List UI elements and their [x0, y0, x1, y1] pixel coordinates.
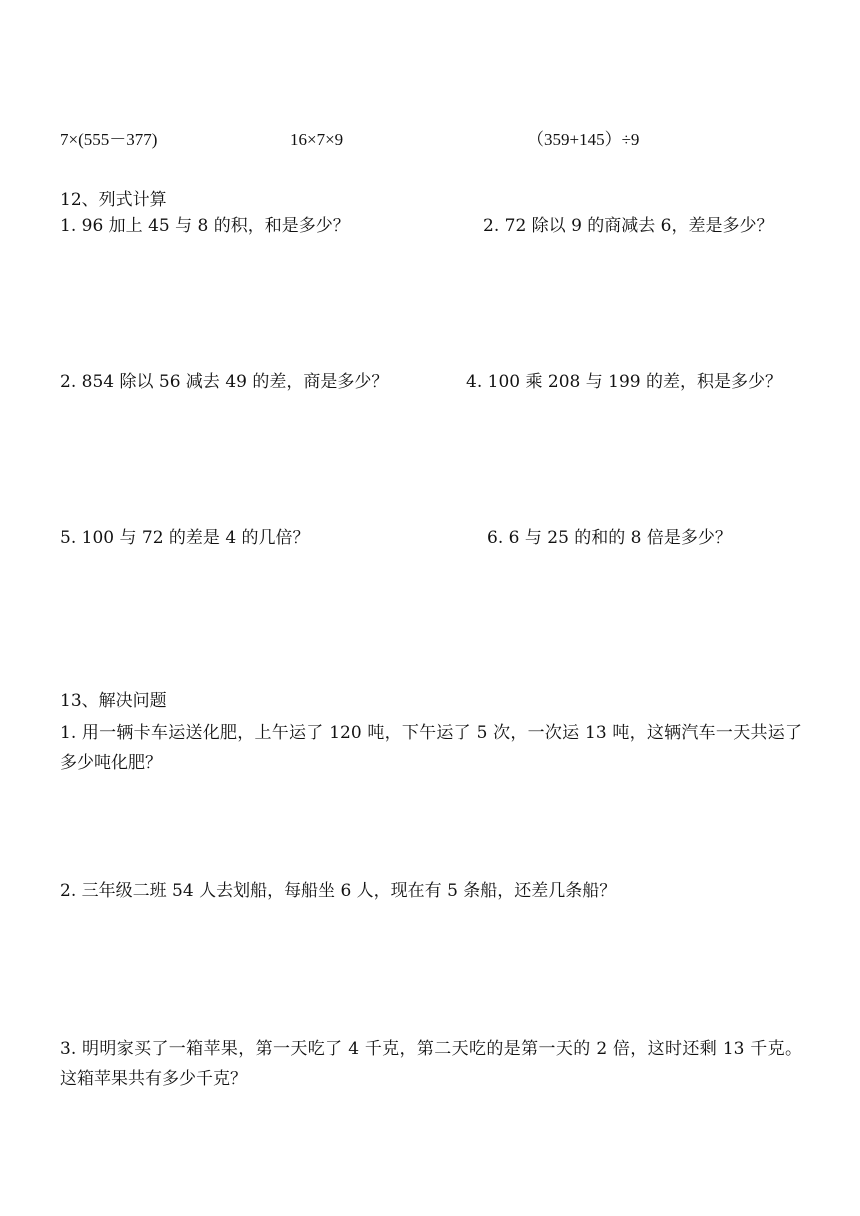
section-12-problem-3: 2. 854 除以 56 减去 49 的差，商是多少？ — [60, 372, 389, 392]
expression-3: （359+145）÷9 — [527, 130, 640, 149]
expression-1: 7×(555－377) — [60, 130, 158, 149]
section-12-problem-2: 2. 72 除以 9 的商减去 6，差是多少？ — [483, 216, 774, 236]
section-13-problem-1: 1. 用一辆卡车运送化肥，上午运了 120 吨，下午运了 5 次，一次运 13 吨，这辆汽车一天共运了多少吨化肥？ — [60, 723, 802, 773]
section-12-problem-4: 4. 100 乘 208 与 199 的差，积是多少？ — [466, 372, 782, 392]
section-13-problem-3: 3. 明明家买了一箱苹果，第一天吃了 4 千克，第二天吃的是第一天的 2 倍，这时还剩 13 千克。这箱苹果共有多少千克？ — [60, 1039, 802, 1089]
expression-2: 16×7×9 — [290, 130, 344, 149]
section-12-problem-5: 5. 100 与 72 的差是 4 的几倍？ — [60, 528, 310, 548]
section-12-problem-1: 1. 96 加上 45 与 8 的积，和是多少？ — [60, 216, 350, 236]
section-13-title: 13、解决问题 — [60, 691, 167, 711]
section-13-problem-2: 2. 三年级二班 54 人去划船，每船坐 6 人，现在有 5 条船，还差几条船？ — [60, 881, 617, 901]
section-12-problem-6: 6. 6 与 25 的和的 8 倍是多少？ — [487, 528, 732, 548]
section-12-title: 12、列式计算 — [60, 190, 167, 210]
